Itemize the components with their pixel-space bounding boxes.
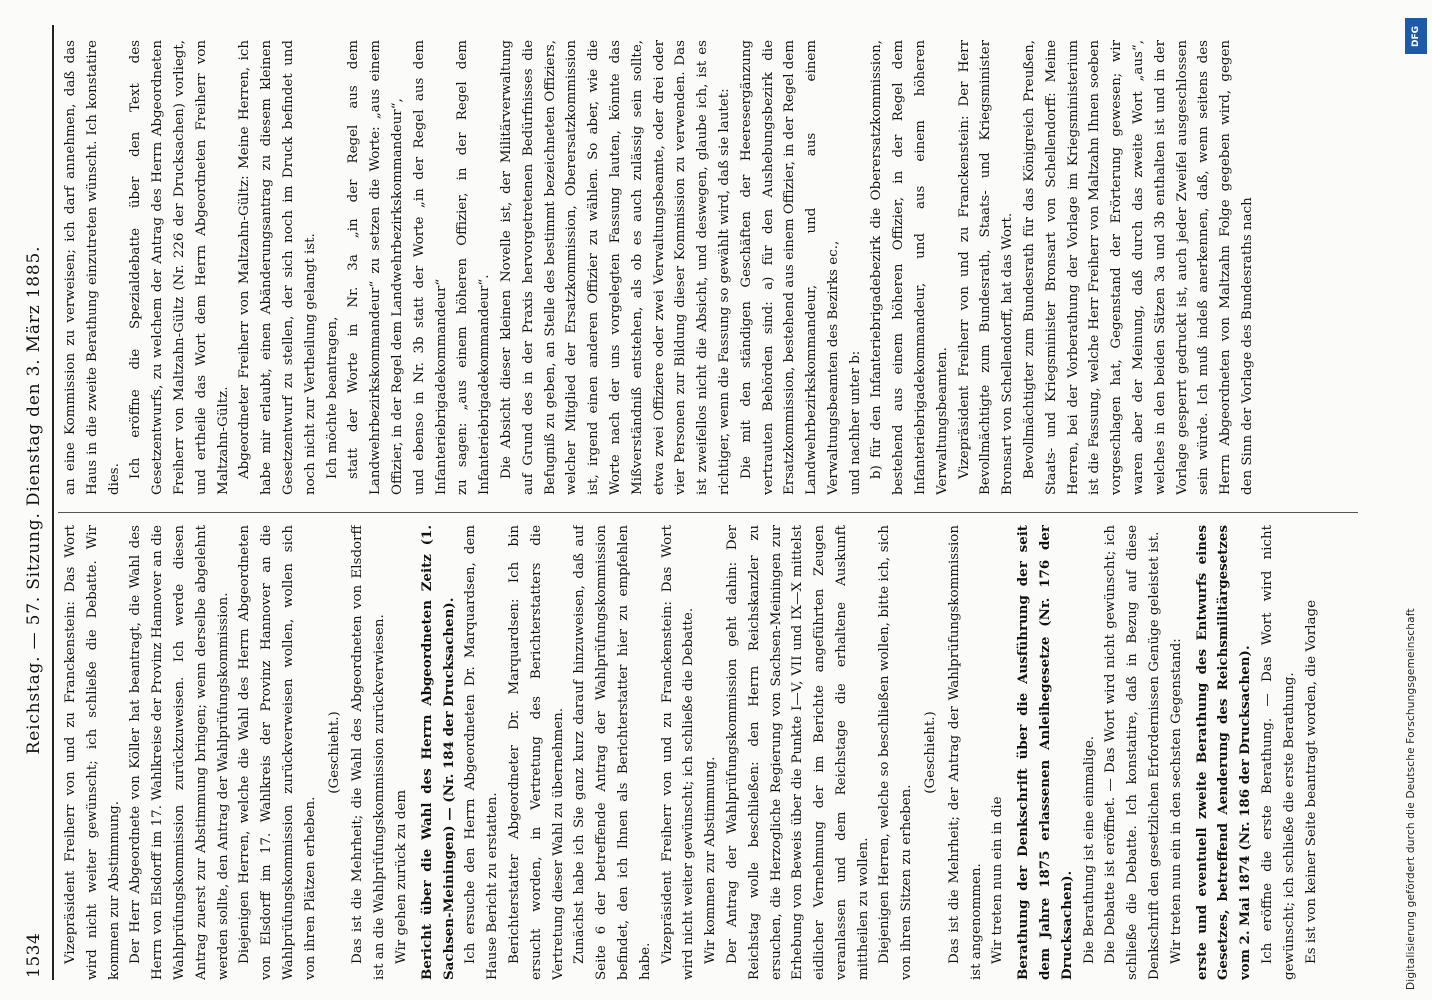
paragraph: Wir treten nun ein in die [990,796,1006,964]
stage-direction: (Geschieht.) [923,711,939,794]
paragraph: Wir gehen zurück zu dem [393,789,409,964]
paragraph: Der Herr Abgeordnete von Köller hat beantragt, die Wahl des Herrn von Elsdorff im 17. Wahlkreise der Provinz Hannover an die Wahlprüfungskommission zurückzuweisen. Ich werde diesen Antrag zuerst zur Abstimmung bringen; wenn derselbe abgelehnt werden sollte, den Antrag der Wahlprüfungskommission. [128,525,231,980]
agenda-heading: erste und eventuell zweite Berathung des Entwurfs eines Gesetzes, betreffend Aenderung des Reichsmilitärgesetzes vom 2. Mai 1874 (Nr. 186 der Drucksachen). [1193,525,1254,980]
page-number: 1534 [24,932,44,978]
paragraph: Das ist die Mehrheit; der Antrag der Wahlprüfungskommission ist angenommen. [946,525,984,980]
paragraph: Die Berathung ist eine einmalige. [1081,735,1097,964]
paragraph: Abgeordneter Freiherr von Maltzahn-Gültz: Meine Herren, ich habe mir erlaubt, einen Abänderungsantrag zu diesem kleinen Gesetzentwurf zu stellen, der sich noch im Druck befindet und noch nicht zur Vertheilung gelangt ist. [237,40,318,495]
text-column-left [60,525,1355,980]
page-header [22,15,52,990]
paragraph: und nachher unter b: [847,350,863,495]
header-rule [52,25,54,980]
column-divider [58,512,1358,513]
stage-direction: (Geschieht.) [326,711,342,794]
paragraph: Vizepräsident Freiherr von und zu Franckenstein: Das Wort wird nicht weiter gewünscht; ich schließe die Debatte. [659,525,697,980]
paragraph: Vizepräsident Freiherr von und zu Franckenstein: Der Herr Bevollmächtigte zum Bundesrath, Staats- und Kriegsminister Bronsart von Schellendorff, hat das Wort. [956,40,1016,495]
paragraph: Ich eröffne die Spezialdebatte über den Text des Gesetzentwurfs, zu welchem der Antrag des Herrn Abgeordneten Freiherr von Maltzahn-Gültz (Nr. 226 der Drucksachen) vorliegt, und ertheile das Wort dem Herrn Abgeordneten Freiherr von Maltzahn-Gültz. [128,40,231,495]
paragraph: Bevollmächtigter zum Bundesrath für das Königreich Preußen, Staats- und Kriegsminister Bronsart von Schellendorff: Meine Herren, bei der Vorberathung der Vorlage im Kriegsministerium ist die Fassung, welche Herr Freiherr von Maltzahn Ihnen soeben vorgeschlagen hat, Gegenstand der Erörterung gewesen; wir waren aber der Meinung, daß durch das zweite Wort „aus“, welches in den beiden Sätzen 3a und 3b enthalten ist und in der Vorlage gesperrt gedruckt ist, auch jeder Zweifel ausgeschlossen sein würde. Ich muß indeß anerkennen, daß, wenn seitens des Herrn Abgeordneten von Maltzahn Folge gegeben wird, gegen den Sinn der Vorlage des Bundesraths nach [1022,40,1256,495]
paragraph: zu sagen: „aus einem höheren Offizier, in der Regel dem Infanteriebrigadekommandeur“. [455,40,493,495]
paragraph: und ebenso in Nr. 3b statt der Worte „in der Regel aus dem Infanteriebrigadekommandeur“ [411,40,449,495]
paragraph: b) für den Infanteriebrigadebezirk die Oberersatzkommission, bestehend aus einem höheren Offizier, in der Regel dem Infanteriebrigadekommandeur, und aus einem höheren Verwaltungsbeamten. [869,40,950,495]
paragraph: Es ist von keiner Seite beantragt worden, die Vorlage [1303,599,1319,964]
paragraph: Ich möchte beantragen, [324,316,340,479]
paragraph: Diejenigen Herren, welche so beschließen wollen, bitte ich, sich von ihren Sitzen zu erheben. [877,525,915,980]
paragraph: Das ist die Mehrheit; die Wahl des Abgeordneten von Elsdorff ist an die Wahlprüfungskommission zurückverwiesen. [350,525,388,980]
paragraph: Diejenigen Herren, welche die Wahl des Herrn Abgeordneten von Elsdorff im 17. Wahlkreis der Provinz Hannover an die Wahlprüfungskommission zurückverweisen wollen, wollen sich von ihren Plätzen erheben. [237,525,318,980]
paragraph: Wir treten nun ein in den sechsten Gegenstand: [1168,638,1184,964]
paragraph: Der Antrag der Wahlprüfungskommission geht dahin: Der Reichstag wolle beschließen: den Herrn Reichskanzler zu ersuchen, die Herzogliche Regierung von Sachsen-Meiningen zur Erhebung von Beweis über die Punkte I—V, VII und IX—X mittelst eidlicher Vernehmung der im Berichte angeführten Zeugen veranlassen und dem Reichstage die erhaltene Auskunft mittheilen zu wollen. [724,525,871,980]
digitization-footer [1395,10,1431,990]
dfg-logo: DFG [1405,18,1427,54]
paragraph: Die Debatte ist eröffnet. — Das Wort wird nicht gewünscht; ich schließe die Debatte. Ich konstatire, daß in Bezug auf diese Denkschrift den gesetzlichen Erfordernissen Genüge geleistet ist. [1103,525,1163,980]
paragraph: Ich eröffne die erste Berathung. — Das Wort wird nicht gewünscht; ich schließe die erste Berathung. [1260,525,1297,980]
agenda-heading: Berathung der Denkschrift über die Ausführung der seit dem Jahre 1875 erlassenen Anleihegesetze (Nr. 176 der Drucksachen). [1015,525,1075,980]
paragraph: Zunächst habe ich Sie ganz kurz darauf hinzuweisen, daß auf Seite 6 der betreffende Antrag der Wahlprüfungskommission befindet, den ich Ihnen als Berichterstatter hier zu empfehlen habe. [572,525,653,980]
agenda-heading: Bericht über die Wahl des Herrn Abgeordneten Zeitz (1. Sachsen-Meiningen) — (Nr. 184 der Drucksachen). [418,525,457,980]
paragraph: an eine Kommission zu verweisen; ich darf annehmen, daß das Haus in die zweite Berathung einzutreten wünscht. Ich konstatire dies. [63,40,122,495]
running-title: Reichstag. — 57. Sitzung. Dienstag den 3. März 1885. [24,245,44,755]
text-column-right [60,40,1355,495]
paragraph: Wir kommen zur Abstimmung. [703,756,719,964]
paragraph: Vizepräsident Freiherr von und zu Franckenstein: Das Wort wird nicht weiter gewünscht; ich schließe die Debatte. Wir kommen zur Abstimmung. [63,525,122,980]
paragraph: Ich ersuche den Herrn Abgeordneten Dr. Marquardsen, dem Hause Bericht zu erstatten. [463,525,501,980]
paragraph: Die Absicht dieser kleinen Novelle ist, der Militärverwaltung auf Grund des in der Praxis hervorgetretenen Bedürfnisses die Befugniß zu geben, an Stelle des bestimmt bezeichneten Offiziers, welcher Mitglied der Ersatzkommission, Oberersatzkommission ist, irgend einen anderen Offizier zu wählen. So aber, wie die Worte nach der uns vorgelegten Fassung lauten, könnte das Mißverständniß entstehen, als ob es auch zulässig sein sollte, etwa zwei Offiziere oder zwei Verwaltungsbeamte, oder drei oder vier Personen zur Bildung dieser Kommission zu verwenden. Das ist zweifellos nicht die Absicht, und deswegen, glaube ich, ist es richtiger, wenn die Fassung so gewählt wird, daß sie lautet: [498,40,732,495]
paragraph: Berichterstatter Abgeordneter Dr. Marquardsen: Ich bin ersucht worden, in Vertretung des Berichterstatters die Vertretung dieser Wahl zu übernehmen. [506,525,566,980]
paragraph: Die mit den ständigen Geschäften der Heeresergänzung vertrauten Behörden sind: a) für den Aushebungsbezirk die Ersatzkommission, bestehend aus einem Offizier, in der Regel dem Landwehrbezirkskommandeur, und aus einem Verwaltungsbeamten des Bezirks ec., [738,40,841,495]
digitization-note: Digitalisierung gefördert durch die Deutsche Forschungsgemeinschaft [1405,608,1417,990]
paragraph: statt der Worte in Nr. 3a „in der Regel aus dem Landwehrbezirkskommandeur“ zu setzen die Worte: „aus einem Offizier, in der Regel dem Landwehrbezirkskommandeur“, [346,40,405,495]
